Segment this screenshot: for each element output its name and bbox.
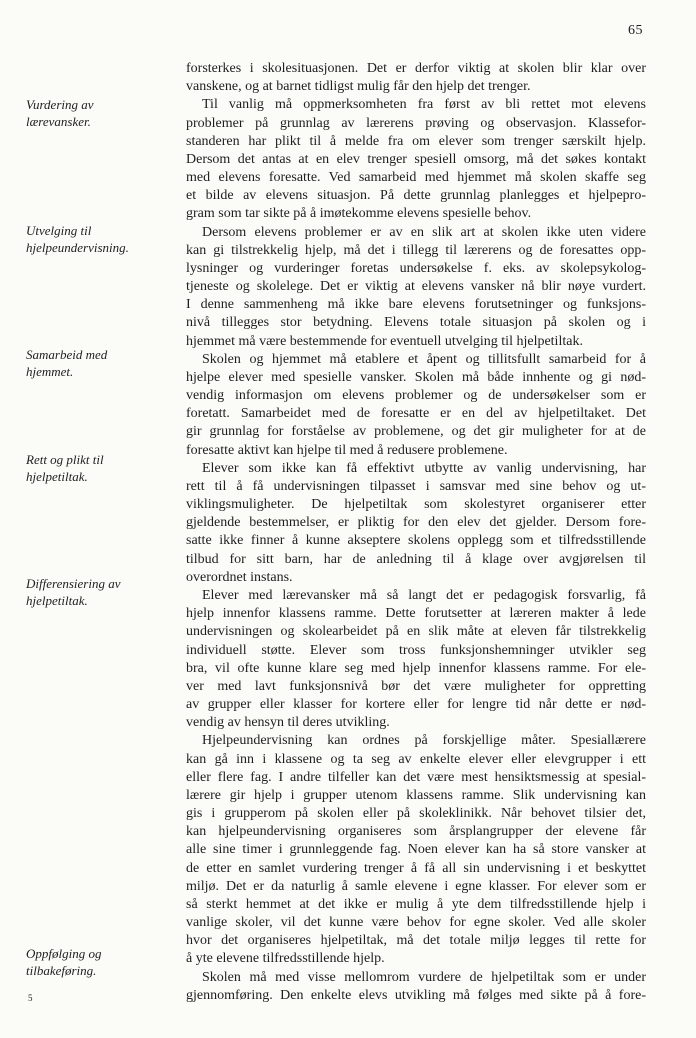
body-line: Elever med lærevansker må så langt det er pedagogisk forsvarlig, få — [202, 587, 646, 603]
body-line: forsterkes i skolesituasjonen. Det er derfor viktig at skolen blir klar over — [186, 61, 646, 76]
margin-note-rett-og-plikt — [26, 451, 166, 485]
body-line: tjeneste og skolelege. Det er viktig at elevens vansker nå blir nøye vurdert. — [186, 279, 646, 295]
body-line: gjennomføring. Den enkelte elevs utvikling må følges med sikte på å fore- — [186, 987, 646, 1003]
body-line: hjelp innenfor klassens ramme. Dette forutsetter at læreren makter å lede — [186, 606, 646, 622]
margin-note-vurdering — [26, 96, 166, 130]
body-line: individuell støtte. Elever som tross funksjonshemninger utvikler seg — [186, 642, 646, 658]
body-line: å yte elevene tilfredsstillende hjelp. — [186, 951, 385, 967]
body-line: viklingsmuligheter. De hjelpetiltak som skolestyret organiserer etter — [186, 497, 646, 513]
body-line: Dersom elevens problemer er av en slik art at skolen ikke uten videre — [202, 224, 646, 240]
body-line: Hjelpeundervisning kan ordnes på forskjellige måter. Spesiallærere — [202, 733, 646, 749]
body-line: satte ikke finner å kunne akseptere skolens opplegg som et tilfredsstillende — [186, 533, 646, 549]
body-line: Elever som ikke kan få effektivt utbytte av vanlig undervisning, har — [202, 460, 646, 476]
body-line: gir grunnlag for forståelse av problemene, og det gir muligheter for at de — [186, 424, 646, 440]
body-line: problemer på grunnlag av lærerens prøving og observasjon. Klassefor- — [186, 115, 646, 131]
body-line: gjeldende bestemmelser, er pliktig for den elev det gjelder. Dersom fore- — [186, 515, 646, 531]
margin-note-utvelging — [26, 222, 166, 256]
margin-note-line: lærevansker. — [26, 114, 91, 129]
body-line: rett til å få undervisningen tilpasset i samsvar med sine behov og ut- — [186, 478, 646, 494]
body-line: de etter en samlet vurdering trenger å få all sin undervisning i et beskyttet — [186, 860, 646, 876]
body-line: kan gi tilstrekkelig hjelp, må det i tillegg til lærerens og de foresattes opp- — [186, 242, 646, 258]
body-line: Dersom det antas at en elev trenger spesiell omsorg, må det søkes kontakt — [186, 151, 646, 167]
body-line: gis i grupperom på skolen eller på skoleklinikk. Når behovet tilsier det, — [186, 806, 646, 822]
margin-note-line: Samarbeid med — [26, 347, 108, 362]
body-line: gram som tar sikte på å imøtekomme elevens spesielle behov. — [186, 206, 532, 222]
body-line: hjelpe elever med spesielle vansker. Skolen må både innhente og gi nød- — [186, 369, 646, 385]
margin-note-line: hjemmet. — [26, 364, 74, 379]
margin-note-differensiering — [26, 575, 166, 609]
body-line: Skolen og hjemmet må etablere et åpent og tillitsfullt samarbeid for å — [202, 351, 646, 367]
body-line: undervisningen og skolearbeidet på en slik måte at eleven får tilstrekkelig — [186, 624, 646, 640]
margin-note-line: hjelpetiltak. — [26, 469, 88, 484]
body-line: hvor det organiseres hjelpetiltak, må det totale miljø legges til rette for — [186, 933, 646, 949]
body-line: så sterkt hemmet at det ikke er mulig å yte dem tilfredsstillende hjelp i — [186, 896, 646, 912]
page-number: 65 — [628, 23, 643, 38]
margin-note-line: Utvelging til — [26, 223, 92, 238]
body-line: bra, vil ofte kunne klare seg med hjelp innenfor klassens ramme. For ele- — [186, 660, 646, 676]
margin-note-line: hjelpeundervisning. — [26, 240, 129, 255]
body-line: eller flere fag. I andre tilfeller kan det være mest hensiktsmessig at spesial- — [186, 769, 646, 785]
body-line: Til vanlig må oppmerksomheten fra først av bli rettet mot elevens — [202, 97, 646, 113]
body-line: foretatt. Samarbeidet med de foresatte er en del av hjelpetiltaket. Det — [186, 406, 646, 422]
margin-note-oppfolging — [26, 945, 166, 979]
body-line: overordnet instans. — [186, 569, 293, 585]
body-line: ver med lavt funksjonsnivå bør det være muligheter for oppretting — [186, 678, 646, 694]
margin-note-line: hjelpetiltak. — [26, 593, 88, 608]
body-line: alle sine timer i grunnleggende fag. Noen elever kan ha så store vansker at — [186, 842, 646, 858]
body-line: med elevens foresatte. Ved samarbeid med hjemmet må skolen skaffe seg — [186, 170, 646, 186]
footer-mark: 5 — [28, 993, 33, 1003]
margin-note-line: Rett og plikt til — [26, 452, 104, 467]
body-line: vanlige skoler, vil det kunne være behov for egne skoler. Ved alle skoler — [186, 915, 646, 931]
body-line: lysninger og vurderinger foretas undersøkelse f. eks. av skolepsykolog- — [186, 260, 646, 276]
body-line: kan gå inn i klassene og ta seg av enkelte elever eller elevgrupper i ett — [186, 751, 646, 767]
body-line: vanskene, og at barnet tidligst mulig får den hjelp det trenger. — [186, 79, 531, 95]
body-line: I denne sammenheng må ikke bare elevens forutsetninger og funksjons- — [186, 297, 646, 313]
body-line: vendig informasjon om elevens problemer og de undersøkelser som er — [186, 388, 646, 404]
margin-note-line: Differensiering av — [26, 576, 121, 591]
body-line: standeren har plikt til å melde fra om elever som trenger særskilt hjelp. — [186, 133, 646, 149]
body-line: tilbud for sitt barn, har de anledning til å klage over avgjørelsen til — [186, 551, 646, 567]
body-line: miljø. Det er da naturlig å samle elevene i egne klasser. For elever som er — [186, 878, 646, 894]
body-line: kan hjelpeundervisning organiseres som årsplangrupper der elevene får — [186, 824, 646, 840]
body-line: Skolen må med visse mellomrom vurdere de hjelpetiltak som er under — [202, 969, 646, 985]
body-text — [186, 60, 646, 1005]
margin-note-line: tilbakeføring. — [26, 963, 97, 978]
margin-note-line: Vurdering av — [26, 97, 94, 112]
body-line: hjemmet må være bestemmende for eventuell utvelging til hjelpetiltak. — [186, 333, 583, 349]
margin-note-samarbeid — [26, 346, 166, 380]
body-line: lærere gir hjelp i grupper utenom klassens ramme. Slik undervisning kan — [186, 787, 646, 803]
body-line: av grupper eller klasser for kortere eller for lengre tid når dette er nød- — [186, 697, 646, 713]
body-line: nivå tillegges stor betydning. Elevens totale situasjon på skolen og i — [186, 315, 646, 331]
body-line: vendig av hensyn til deres utvikling. — [186, 715, 390, 731]
body-line: et bilde av elevens situasjon. På dette grunnlag planlegges et hjelpepro- — [186, 188, 646, 204]
margin-note-line: Oppfølging og — [26, 946, 102, 961]
body-line: foresatte aktivt kan hjelpe til med å redusere problemene. — [186, 442, 508, 458]
